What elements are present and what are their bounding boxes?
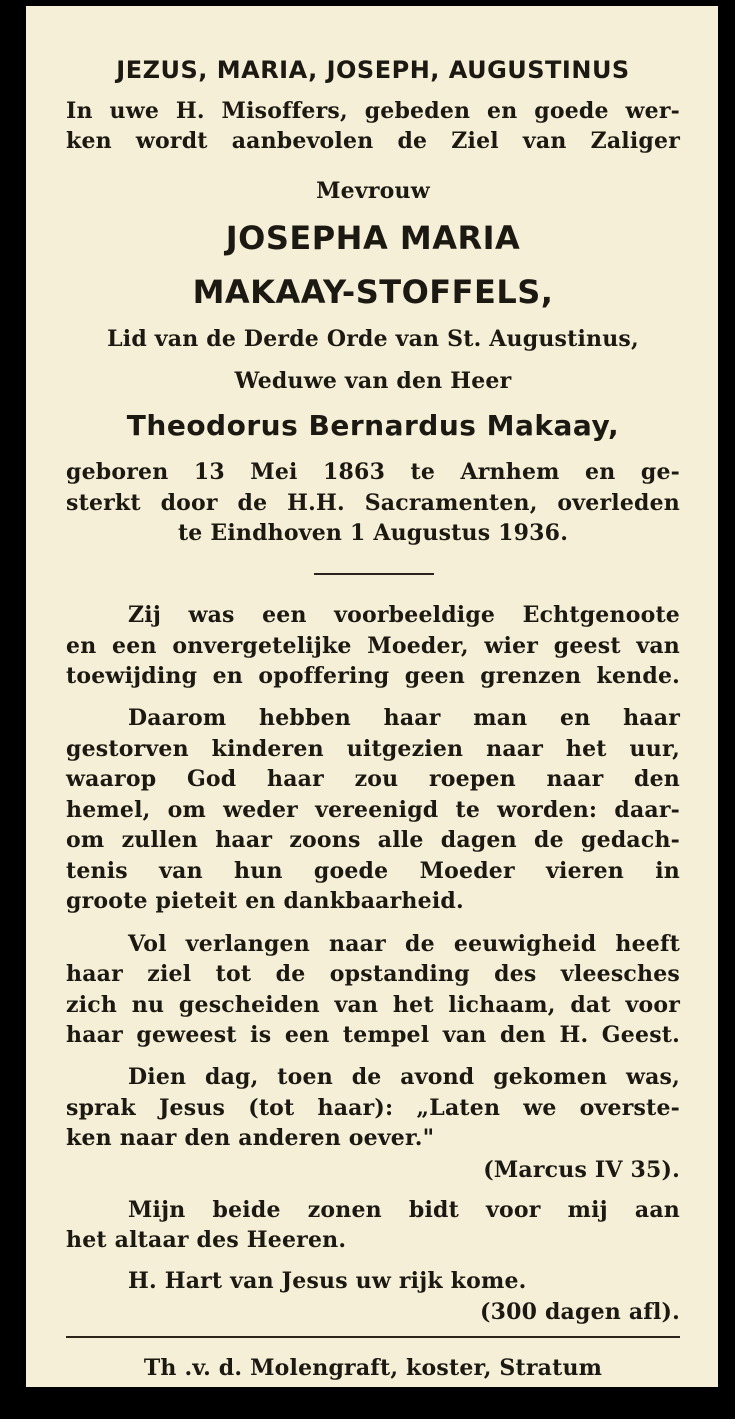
honorific-title: Mevrouw <box>316 178 430 204</box>
paragraph-2-line-4: hemel, om weder vereenigd te worden: daar- <box>66 797 680 823</box>
paragraph-1-line-3: toewijding en opoffering geen grenzen kende. <box>66 663 680 689</box>
husband-name: Theodorus Bernardus Makaay, <box>126 409 620 442</box>
paragraph-2-line-5: om zullen haar zoons alle dagen de gedach- <box>66 827 680 853</box>
dates-line-3: te Eindhoven 1 Augustus 1936. <box>177 520 569 546</box>
paragraph-4-line-2: sprak Jesus (tot haar): „Laten we overste- <box>66 1095 680 1121</box>
paragraph-5-line-2: het altaar des Heeren. <box>66 1227 347 1253</box>
paragraph-1-line-1: Zij was een voorbeeldige Echtgenoote <box>128 602 680 628</box>
widow-of-line: Weduwe van den Heer <box>234 368 512 394</box>
dates-line-2: sterkt door de H.H. Sacramenten, overleden <box>66 490 680 516</box>
footer-rule <box>66 1336 680 1338</box>
deceased-name-line-2: MAKAAY-STOFFELS, <box>192 273 554 311</box>
membership-line: Lid van de Derde Orde van St. Augustinus, <box>107 326 639 352</box>
paragraph-4-line-3: ken naar den anderen oever." <box>66 1125 435 1151</box>
indulgence-note: (300 dagen afl). <box>479 1299 680 1325</box>
printer-credit: Th .v. d. Molengraft, koster, Stratum <box>143 1355 603 1381</box>
paragraph-2-line-2: gestorven kinderen uitgezien naar het uur, <box>66 736 680 762</box>
intro-line-1: In uwe H. Misoffers, gebeden en goede wer- <box>66 98 680 124</box>
paragraph-5-line-1: Mijn beide zonen bidt voor mij aan <box>128 1197 680 1223</box>
paragraph-3-line-1: Vol verlangen naar de eeuwigheid heeft <box>128 931 680 957</box>
paragraph-4-line-1: Dien dag, toen de avond gekomen was, <box>128 1064 680 1090</box>
memorial-card <box>26 6 718 1387</box>
paragraph-2-line-1: Daarom hebben haar man en haar <box>128 705 680 731</box>
intro-line-2: ken wordt aanbevolen de Ziel van Zaliger <box>66 128 680 154</box>
deceased-name-line-1: JOSEPHA MARIA <box>225 219 521 257</box>
prayer-line: H. Hart van Jesus uw rijk kome. <box>128 1268 527 1294</box>
invocation-heading: JEZUS, MARIA, JOSEPH, AUGUSTINUS <box>116 56 630 84</box>
dates-line-1: geboren 13 Mei 1863 te Arnhem en ge- <box>66 459 680 485</box>
paragraph-2-line-3: waarop God haar zou roepen naar den <box>66 766 680 792</box>
paragraph-3-line-3: zich nu gescheiden van het lichaam, dat voor <box>66 992 680 1018</box>
paragraph-2-line-7: groote pieteit en dankbaarheid. <box>66 888 464 914</box>
paragraph-3-line-4: haar geweest is een tempel van den H. Geest. <box>66 1022 680 1048</box>
scripture-citation: (Marcus IV 35). <box>483 1157 680 1183</box>
paragraph-2-line-6: tenis van hun goede Moeder vieren in <box>66 858 680 884</box>
paragraph-1-line-2: en een onvergetelijke Moeder, wier geest van <box>66 633 680 659</box>
paragraph-3-line-2: haar ziel tot de opstanding des vleesches <box>66 961 680 987</box>
section-divider <box>314 573 434 575</box>
